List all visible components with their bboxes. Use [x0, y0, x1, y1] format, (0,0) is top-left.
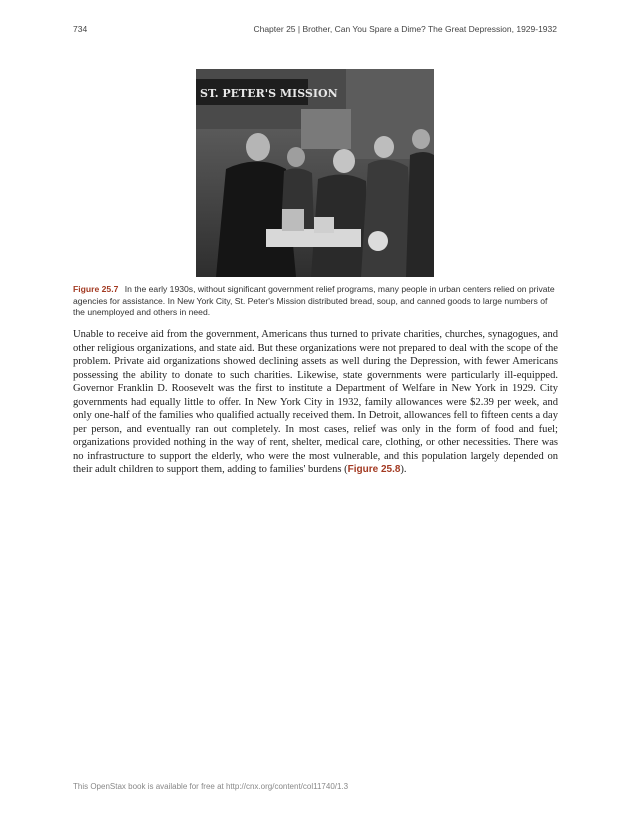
caption-text: In the early 1930s, without significant government relief programs, many people in urban centers relied on private agencies for assistance. In New York City, St. Peter's Mission distributed bread, soup, and canned goods to large numbers of the unemployed and others in need. [73, 284, 555, 318]
body-paragraph [73, 328, 558, 477]
paragraph-text: Unable to receive aid from the government, Americans thus turned to private charities, churches, synagogues, and other religious organizations, and state aid. But these organizations were not prepared to deal with the scope of the problem. Private aid organizations showed declining assets as well during the Depression, with fewer Americans possessing the ability to donate to such charities. Likewise, state governments were particularly ill-equipped. Governor Franklin D. Roosevelt was the first to institute a Department of Welfare in New York in 1929. City governments had equally little to offer. In New York City in 1932, family allowances were $2.39 per week, and only one-half of the families who qualified actually received them. In Detroit, allowances fell to fifteen cents a day per person, and eventually ran out completely. In most cases, relief was only in the form of food and fuel; organizations provided nothing in the way of rent, shelter, medical care, clothing, or other necessities. There was no infrastructure to support the elderly, who were the most vulnerable, and this population largely depended on their adult children to support them, adding to families' burdens ( [73, 329, 558, 476]
figure-caption [73, 284, 559, 319]
sign-text: ST. PETER'S MISSION [200, 87, 338, 100]
figure-photo [196, 69, 434, 277]
footer-note: This OpenStax book is available for free at http://cnx.org/content/col11740/1.3 [73, 782, 349, 791]
figure-link[interactable]: Figure 25.8 [347, 464, 401, 476]
page-number: 734 [73, 24, 88, 34]
breadline-photo [196, 69, 434, 277]
figure-label: Figure 25.7 [73, 284, 119, 294]
running-head: Chapter 25 | Brother, Can You Spare a Dime? The Great Depression, 1929-1932 [253, 24, 557, 34]
paragraph-closing: ). [400, 464, 407, 476]
